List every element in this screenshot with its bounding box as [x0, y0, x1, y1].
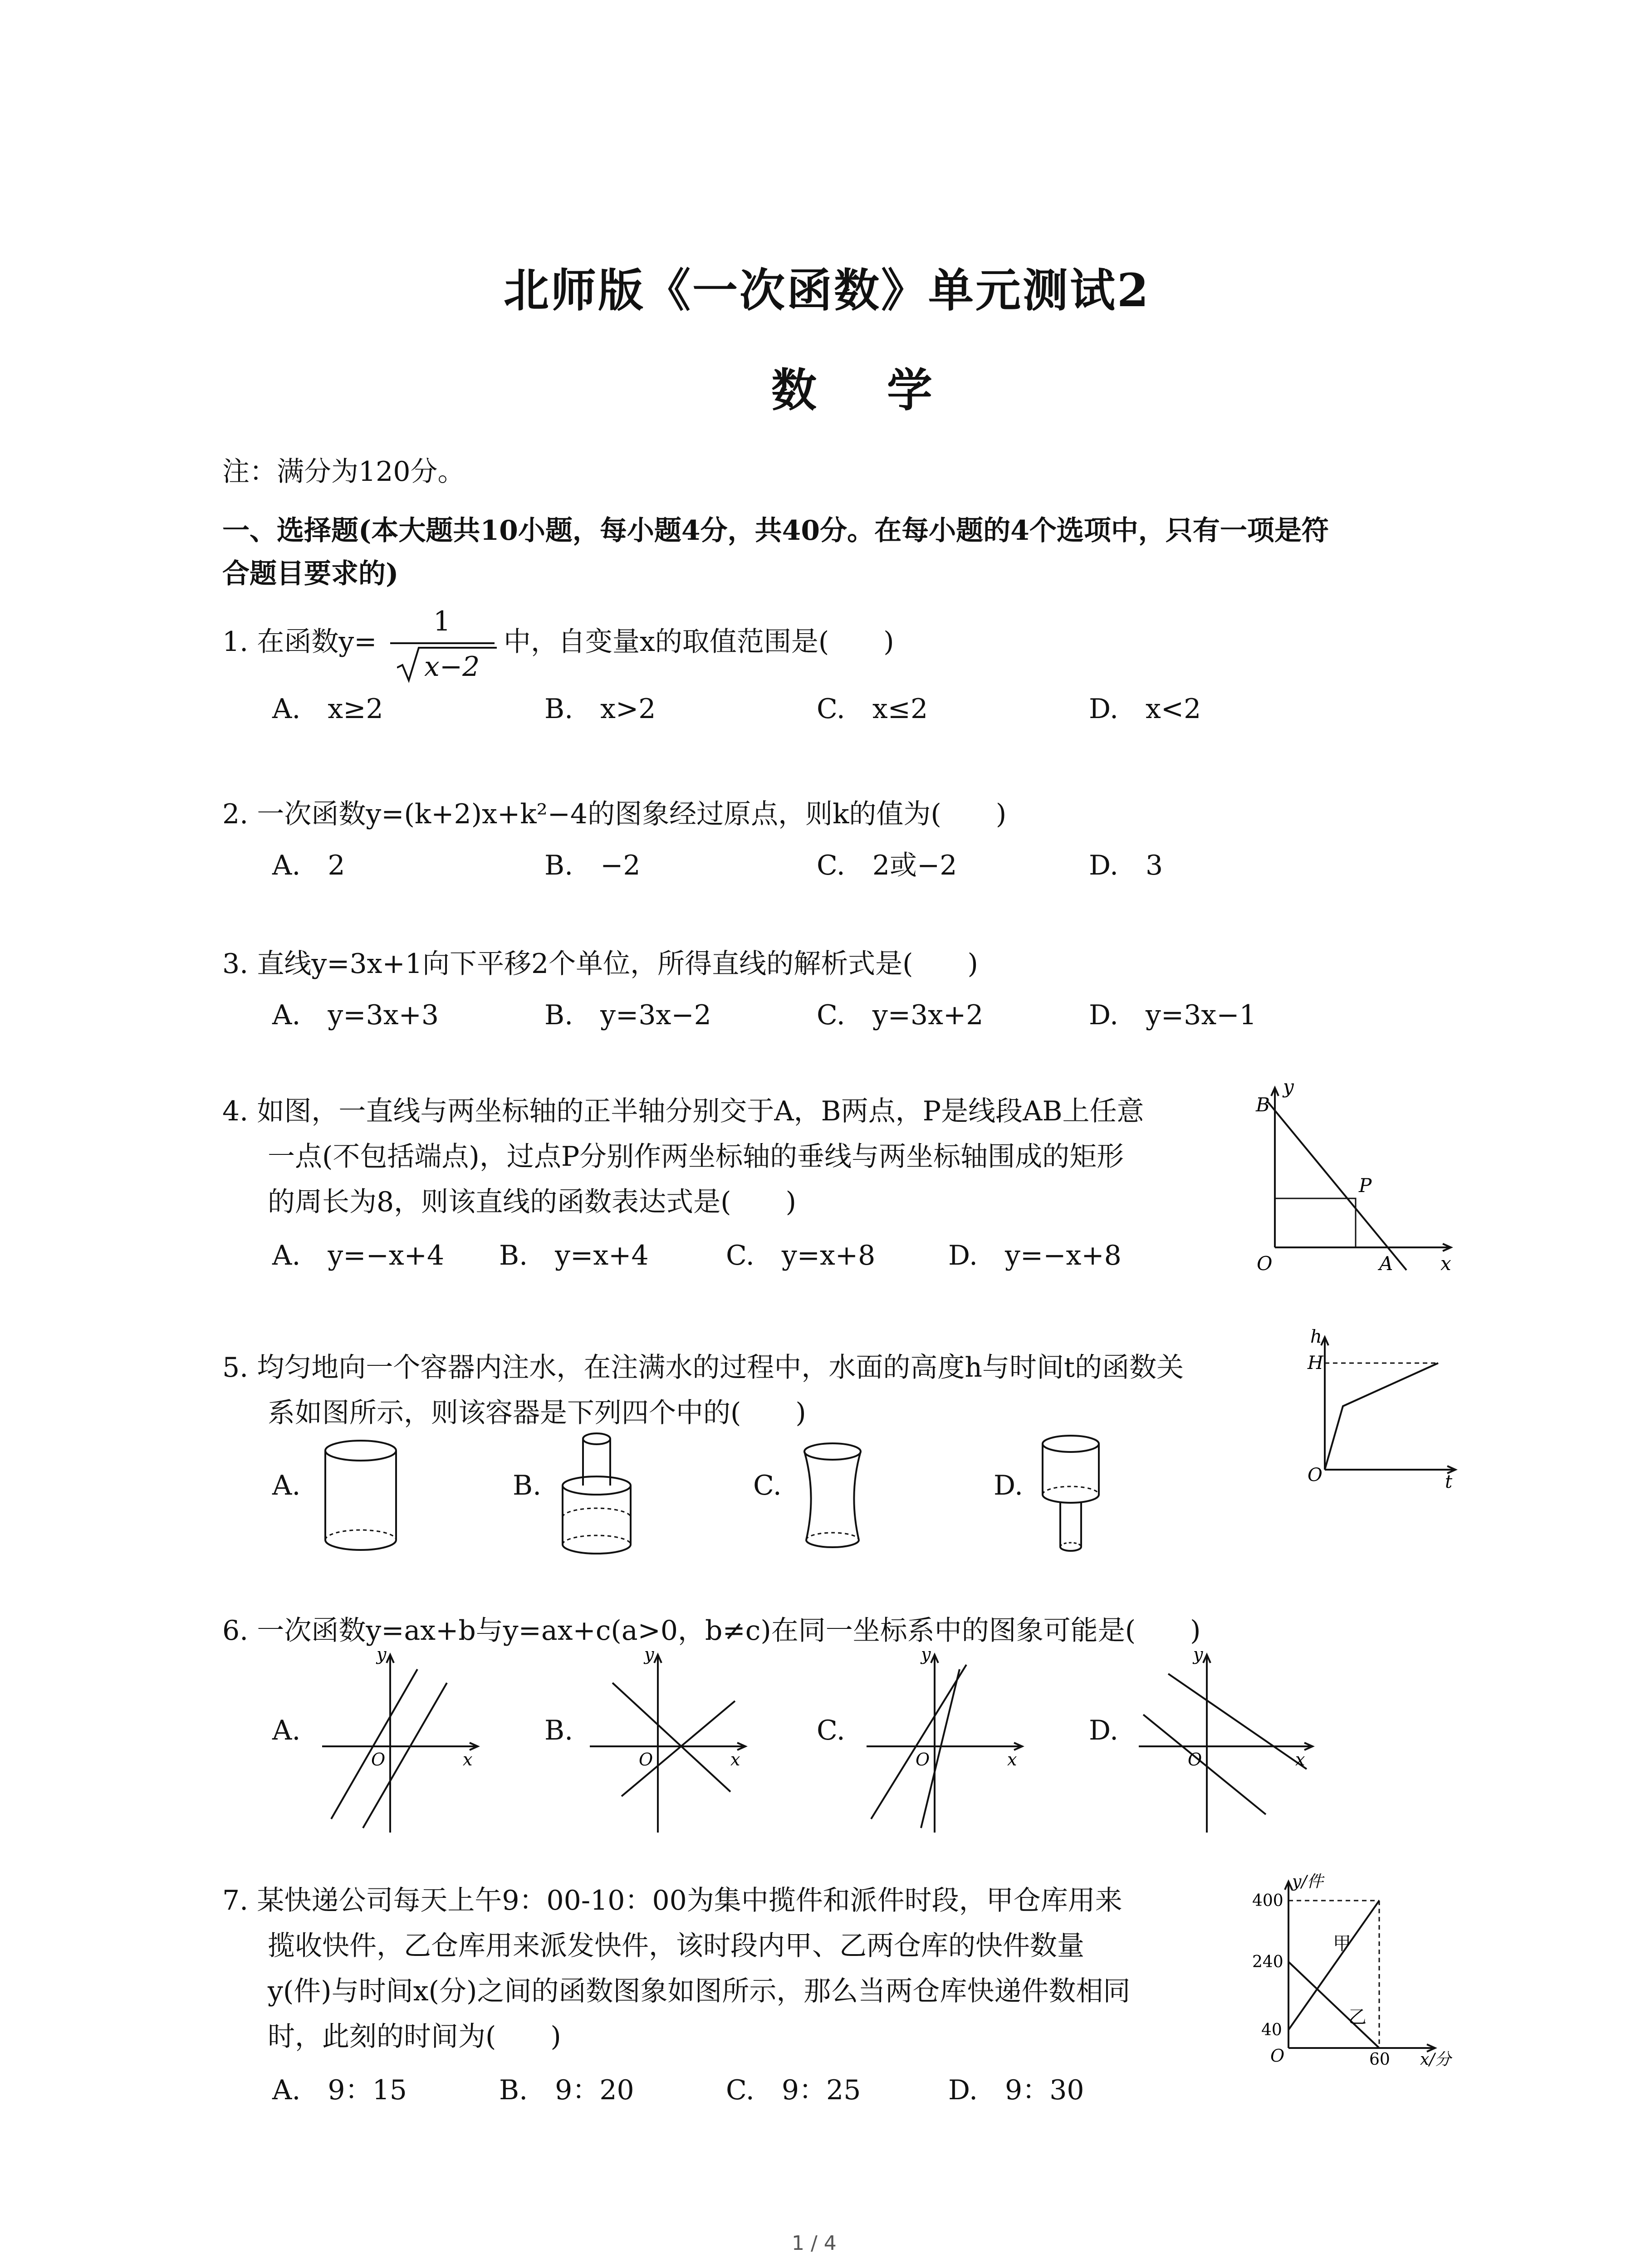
page-number: 1 / 4 — [792, 2232, 837, 2255]
q7-option-b[interactable]: B. 9：20 — [499, 2074, 634, 2106]
q3-stem: 3. 直线y=3x+1向下平移2个单位，所得直线的解析式是( ) — [222, 948, 978, 980]
q5-label-t: t — [1445, 1471, 1453, 1492]
page-title: 北师版《一次函数》单元测试2 — [504, 264, 1151, 317]
q2-stem: 2. 一次函数y=(k+2)x+k²−4的图象经过原点，则k的值为( ) — [222, 798, 1007, 830]
q4-option-a[interactable]: A. y=−x+4 — [272, 1240, 445, 1271]
q7-label-40: 40 — [1261, 2021, 1282, 2039]
svg-text:O: O — [1188, 1750, 1202, 1769]
svg-text:x: x — [1295, 1750, 1305, 1769]
q5-container-d-wide-top[interactable] — [1032, 1431, 1109, 1563]
q7-option-c[interactable]: C. 9：25 — [726, 2074, 861, 2106]
q3-option-d[interactable]: D. y=3x−1 — [1089, 999, 1257, 1031]
q7-line1: 7. 某快递公司每天上午9：00-10：00为集中揽件和派件时段，甲仓库用来 — [222, 1885, 1122, 1916]
q5-option-b[interactable]: B. — [513, 1470, 542, 1501]
q4-label-y: y — [1283, 1080, 1294, 1098]
q4-line1: 4. 如图，一直线与两坐标轴的正半轴分别交于A，B两点，P是线段AB上任意 — [222, 1095, 1144, 1127]
q5-label-h: h — [1310, 1329, 1322, 1347]
q1-option-b[interactable]: B. x>2 — [544, 693, 656, 725]
q4-label-x: x — [1440, 1252, 1451, 1275]
q1-option-a[interactable]: A. x≥2 — [272, 693, 383, 725]
q6-option-d[interactable]: D. — [1089, 1715, 1119, 1746]
q7-line3: y(件)与时间x(分)之间的函数图象如图所示，那么当两仓库快递件数相同 — [268, 1975, 1131, 2007]
q4-label-b: B — [1256, 1094, 1270, 1116]
q3-option-c[interactable]: C. y=3x+2 — [817, 999, 984, 1031]
svg-text:O: O — [639, 1750, 653, 1769]
svg-text:O: O — [916, 1750, 930, 1769]
q7-label-x-axis: x/分 — [1420, 2050, 1451, 2068]
svg-text:x: x — [1007, 1750, 1017, 1769]
score-note: 注：满分为120分。 — [222, 456, 465, 488]
q5-curve — [1325, 1363, 1438, 1470]
q1-option-d[interactable]: D. x<2 — [1089, 693, 1201, 725]
q7-label-jia: 甲 — [1333, 1933, 1351, 1954]
q4-line-ab — [1268, 1102, 1406, 1270]
q1-frac-num: 1 — [433, 606, 451, 637]
q7-option-a[interactable]: A. 9：15 — [272, 2074, 407, 2106]
q1-stem-prefix: 1. 在函数y= — [222, 626, 377, 658]
q5-label-o: O — [1308, 1465, 1323, 1486]
q7-figure — [1243, 1873, 1461, 2068]
q6-option-b[interactable]: B. — [544, 1715, 573, 1746]
q3-option-a[interactable]: A. y=3x+3 — [272, 999, 439, 1031]
q6-stem: 6. 一次函数y=ax+b与y=ax+c(a>0，b≠c)在同一坐标系中的图象可能是( ) — [222, 1615, 1201, 1647]
q6-graph-a[interactable] — [318, 1647, 481, 1837]
q7-label-240: 240 — [1252, 1953, 1283, 1971]
q2-option-c[interactable]: C. 2或−2 — [817, 850, 957, 881]
q5-container-c-waisted[interactable] — [796, 1440, 869, 1554]
q6-graph-d[interactable] — [1134, 1647, 1316, 1837]
q2-option-b[interactable]: B. −2 — [544, 850, 641, 881]
q2-option-a[interactable]: A. 2 — [272, 850, 345, 881]
q6-option-a[interactable]: A. — [272, 1715, 301, 1746]
q4-label-a: A — [1379, 1252, 1393, 1275]
q1-frac-bar — [390, 642, 495, 644]
q5-option-a[interactable]: A. — [272, 1470, 301, 1501]
q5-option-c[interactable]: C. — [753, 1470, 782, 1501]
q1-frac-den: x−2 — [424, 651, 480, 683]
subject-title: 数 学 — [771, 363, 960, 417]
q4-option-b[interactable]: B. y=x+4 — [499, 1240, 649, 1271]
q5-label-H: H — [1308, 1353, 1323, 1374]
q5-line1: 5. 均匀地向一个容器内注水，在注满水的过程中，水面的高度h与时间t的函数关 — [222, 1352, 1184, 1383]
q7-option-d[interactable]: D. 9：30 — [948, 2074, 1084, 2106]
q4-figure — [1243, 1080, 1461, 1279]
q4-line2: 一点(不包括端点)，过点P分别作两坐标轴的垂线与两坐标轴围成的矩形 — [268, 1141, 1124, 1173]
q4-rectangle — [1275, 1198, 1356, 1247]
svg-text:y: y — [921, 1647, 931, 1664]
section-heading-line2: 合题目要求的) — [222, 558, 399, 590]
q6-graph-b[interactable] — [585, 1647, 749, 1837]
q2-option-d[interactable]: D. 3 — [1089, 850, 1163, 881]
svg-text:O: O — [371, 1750, 386, 1769]
q4-line3: 的周长为8，则该直线的函数表达式是( ) — [268, 1186, 796, 1218]
svg-text:x: x — [463, 1750, 473, 1769]
q4-label-p: P — [1359, 1174, 1372, 1197]
q7-line4: 时，此刻的时间为( ) — [268, 2021, 561, 2053]
svg-text:y: y — [377, 1647, 387, 1664]
q3-option-b[interactable]: B. y=3x−2 — [544, 999, 711, 1031]
section-heading-line1: 一、选择题(本大题共10小题，每小题4分，共40分。在每小题的4个选项中，只有一项是符 — [222, 515, 1329, 547]
q7-label-60: 60 — [1369, 2050, 1390, 2068]
q4-option-c[interactable]: C. y=x+8 — [726, 1240, 876, 1271]
q4-label-o: O — [1257, 1252, 1273, 1275]
q7-line2: 揽收快件，乙仓库用来派发快件，该时段内甲、乙两仓库的快件数量 — [268, 1930, 1084, 1962]
q1-stem-suffix: 中，自变量x的取值范围是( ) — [504, 626, 894, 658]
q5-figure — [1307, 1329, 1461, 1492]
q7-label-y-axis: y/件 — [1292, 1873, 1323, 1891]
q5-line2: 系如图所示，则该容器是下列四个中的( ) — [268, 1397, 806, 1429]
q7-label-o: O — [1270, 2046, 1285, 2066]
q7-line-yi — [1288, 1962, 1379, 2048]
q5-container-a-cylinder[interactable] — [318, 1438, 404, 1556]
q6-graph-c[interactable] — [862, 1647, 1025, 1837]
q1-option-c[interactable]: C. x≤2 — [817, 693, 928, 725]
q7-label-yi: 乙 — [1348, 2007, 1367, 2028]
q6-option-c[interactable]: C. — [817, 1715, 845, 1746]
q5-option-d[interactable]: D. — [994, 1470, 1024, 1501]
q4-option-d[interactable]: D. y=−x+8 — [948, 1240, 1122, 1271]
q1-fraction — [386, 603, 499, 685]
svg-text:x: x — [730, 1750, 740, 1769]
q5-container-b-narrow-top[interactable] — [551, 1429, 642, 1560]
svg-text:y: y — [644, 1647, 654, 1664]
q7-label-400: 400 — [1252, 1892, 1283, 1910]
svg-text:y: y — [1193, 1647, 1203, 1664]
